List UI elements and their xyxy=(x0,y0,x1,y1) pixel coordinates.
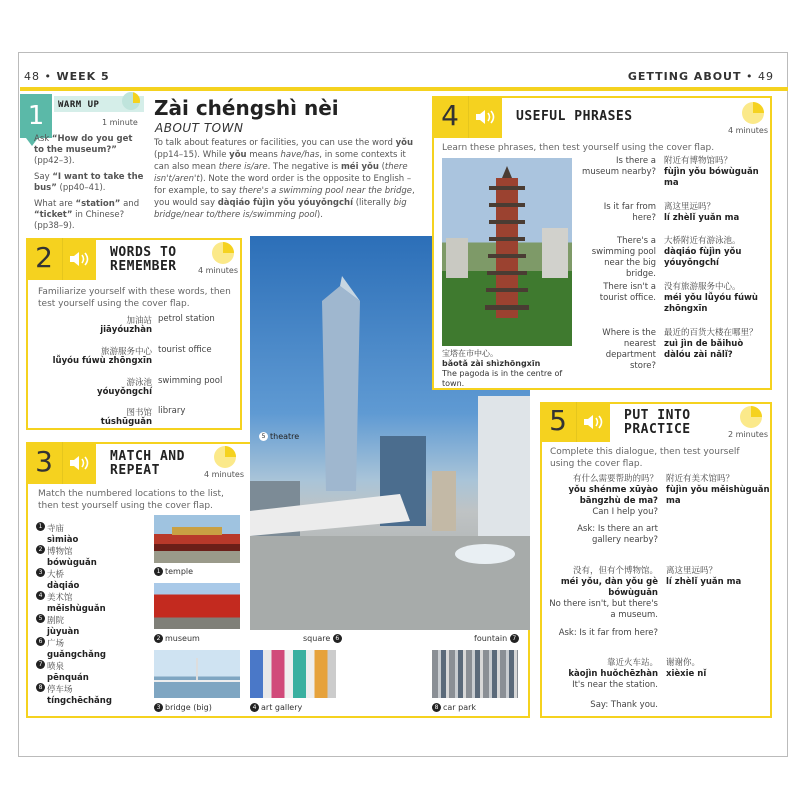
warmup-title: WARM UP xyxy=(58,100,100,110)
audio-speaker-icon[interactable] xyxy=(576,402,610,442)
page-title: Zài chéngshì nèi xyxy=(154,96,339,120)
match-title: MATCH AND REPEAT xyxy=(110,449,185,478)
list-item: 1 寺庙 sìmiào xyxy=(36,516,146,539)
match-instructions: Match the numbered locations to the list, then test yourself using the cover flap. xyxy=(38,489,224,511)
list-item: 7 喷泉 pēnquán xyxy=(36,654,146,677)
pagoda-illustration xyxy=(442,158,572,346)
gallery-photo xyxy=(250,650,336,698)
timer-icon xyxy=(740,406,762,428)
warmup-minutes: 1 minute xyxy=(102,118,138,127)
carpark-photo xyxy=(432,650,518,698)
audio-speaker-icon[interactable] xyxy=(62,238,96,280)
dialogue-prompt: Ask: Is there an art gallery nearby? xyxy=(577,524,658,545)
left-page-number: 48 xyxy=(24,70,40,83)
practice-instructions: Complete this dialogue, then test yourself using the cover flap. xyxy=(550,447,740,469)
header-rule xyxy=(20,87,788,91)
words-number-badge: 2 xyxy=(26,238,62,280)
book-spread: 48 • WEEK 5 GETTING ABOUT • 49 1 WARM UP 1 minute Ask “How do you get to the museum?” (pp42–3). Say “I want to take the bus” (pp40–41). What are “station” and “ticket” in Chinese? (pp38–9). Zài chéngshì nèi ABOUT TOWN To talk about features or facilities, you can use the word yǒu (pp14–15). While yǒu means have/has, in some contexts it can also mean there is/are. The negative is méi yǒu (there isn't/aren't). Note the word order is the opposite to English – for example, to say there's a swimming pool near the bridge, you would say dàqiáo fùjìn yǒu yóuyǒngchí (literally big bridge/near to/there is/swimming pool). 2 WORDS TO REMEMBER 4 minutes Familiarize yourself with these words, then test yourself using the cover flap. 加油站 jiāyóuzhàn petrol station 旅游服务中心 lǚyóu fúwù zhōngxīn tourist office 游泳池 yóuyǒngchí swimming pool 图书馆 túshūguǎn library 3 MATCH AND REPEAT 4 minutes Match the numbered locations to the list, then test yourself using the cover flap. 1 寺庙 sìmiào 2 博物馆 bówùguǎn 3 大桥 dàqiáo 4 美术馆 měishùguǎn 5 剧院 jùyuàn 6 广场 guǎngchǎng 7 喷泉 pēnquán 8 停车场 tíngchēchǎng 1 temple 2 museum 3 bridge (big) 4 art gallery 8 car park 5 theatre square 6 fountain 7 4 USEFUL PHRASES 4 minutes Learn these phrases, then test yourself using the cover flap. 宝塔在市中心。 bǎotǎ zài shìzhōngxīn The pagoda is in the centre of town. Is there a museum nearby? 附近有博物馆吗？ fùjìn yǒu bówùguǎn ma Is it far from here? 离这里远吗？ lí zhèlǐ yuǎn ma There's a swimming pool near the big bridge. 大桥附近有游泳池。 dàqiáo fùjìn yǒu yóuyǒngchí There isn't a tourist office. 没有旅游服务中心。 méi yǒu lǚyóu fúwù zhōngxīn Where is the nearest department store? 最近的百货大楼在哪里？ zuì jìn de bǎihuò dàlóu zài nǎlǐ? 5 PUT INTO PRACTICE 2 minutes Complete this dialogue, then test yourself using the cover flap. 有什么需要帮助的吗？ yǒu shénme xūyào bāngzhù de ma? Can I help you? 附近有美术馆吗？ fùjìn yǒu měishùguǎn ma Ask: Is there an art gallery nearby? 没有，但有个博物馆。 méi yǒu, dàn yǒu gè bówùguǎn No there isn't, but there's a museum. 离这里远吗？ lí zhèlǐ yuǎn ma Ask: Is it far from here? 靠近火车站。 kàojìn huǒchēzhàn It's near the station. 谢谢你。 xièxie nǐ Say: Thank you. xyxy=(0,0,800,800)
phrases-instructions: Learn these phrases, then test yourself using the cover flap. xyxy=(442,143,715,153)
temple-photo xyxy=(154,515,240,563)
pagoda-photo xyxy=(442,158,572,346)
square-label: square 6 xyxy=(303,634,344,643)
match-number-badge: 3 xyxy=(26,442,62,484)
warmup-number-badge: 1 xyxy=(20,94,52,138)
timer-icon xyxy=(214,446,236,468)
left-page-title: WEEK 5 xyxy=(56,70,110,83)
match-list xyxy=(36,516,146,706)
list-item: 3 大桥 dàqiáo xyxy=(36,562,146,585)
gallery-caption: 4 art gallery xyxy=(250,703,302,712)
list-item: 2 博物馆 bówùguǎn xyxy=(36,539,146,562)
temple-caption: 1 temple xyxy=(154,567,193,576)
right-page-title: GETTING ABOUT xyxy=(627,70,742,83)
phrases-title: USEFUL PHRASES xyxy=(516,109,633,124)
words-minutes: 4 minutes xyxy=(198,266,239,275)
bridge-caption: 3 bridge (big) xyxy=(154,703,212,712)
list-item: 5 剧院 jùyuàn xyxy=(36,608,146,631)
right-page-header: GETTING ABOUT • 49 xyxy=(627,70,774,83)
practice-number-badge: 5 xyxy=(540,402,576,442)
practice-minutes: 2 minutes xyxy=(728,430,769,439)
phrases-minutes: 4 minutes xyxy=(728,126,769,135)
list-item: 4 美术馆 měishùguǎn xyxy=(36,585,146,608)
left-page-header: 48 • WEEK 5 xyxy=(24,70,110,83)
words-panel xyxy=(26,238,242,430)
timer-icon xyxy=(742,102,764,124)
timer-icon xyxy=(122,92,140,110)
words-instructions: Familiarize yourself with these words, then test yourself using the cover flap. xyxy=(38,287,231,309)
museum-caption: 2 museum xyxy=(154,634,200,643)
pagoda-caption: 宝塔在市中心。 bǎotǎ zài shìzhōngxīn The pagoda is in the centre of town. xyxy=(442,349,563,388)
practice-title: PUT INTO PRACTICE xyxy=(624,408,691,437)
words-title: WORDS TO REMEMBER xyxy=(110,245,177,274)
fountain-label: fountain 7 xyxy=(474,634,521,643)
bridge-photo xyxy=(154,650,240,698)
audio-speaker-icon[interactable] xyxy=(468,96,502,138)
warmup-panel xyxy=(20,94,144,230)
word-item: 游泳池 yóuyǒngchí swimming pool xyxy=(97,376,223,397)
intro-text: To talk about features or facilities, you can use the word yǒu (pp14–15). While yǒu means have/has, in some contexts it can also mean there is/are. The negative is méi yǒu (there isn't/aren't). Note the word order is the opposite to English – for example, to say there's a swimming pool near the bridge, you would say dàqiáo fùjìn yǒu yóuyǒngchí (literally big bridge/near to/there is/swimming pool). xyxy=(154,138,415,220)
carpark-caption: 8 car park xyxy=(432,703,476,712)
dialogue-prompt: Say: Thank you. xyxy=(590,700,658,710)
theatre-label: 5 theatre xyxy=(259,432,299,441)
list-item: 8 停车场 tíngchēchǎng xyxy=(36,677,146,700)
museum-photo xyxy=(154,583,240,629)
warmup-text: Ask “How do you get to the museum?” (pp42–3). Say “I want to take the bus” (pp40–41). What are “station” and “ticket” in Chinese? (pp38–9). xyxy=(34,134,144,231)
audio-speaker-icon[interactable] xyxy=(62,442,96,484)
list-item: 6 广场 guǎngchǎng xyxy=(36,631,146,654)
match-minutes: 4 minutes xyxy=(204,470,245,479)
word-item: 加油站 jiāyóuzhàn petrol station xyxy=(100,314,215,335)
phrases-number-badge: 4 xyxy=(432,96,468,138)
page-subtitle: ABOUT TOWN xyxy=(155,121,244,135)
dialogue-prompt: Ask: Is it far from here? xyxy=(558,628,658,638)
warmup-title-bar xyxy=(54,96,144,112)
word-item: 图书馆 túshūguǎn library xyxy=(100,406,186,427)
right-page-number: 49 xyxy=(758,70,774,83)
timer-icon xyxy=(212,242,234,264)
word-item: 旅游服务中心 lǚyóu fúwù zhōngxīn tourist office xyxy=(52,345,212,366)
